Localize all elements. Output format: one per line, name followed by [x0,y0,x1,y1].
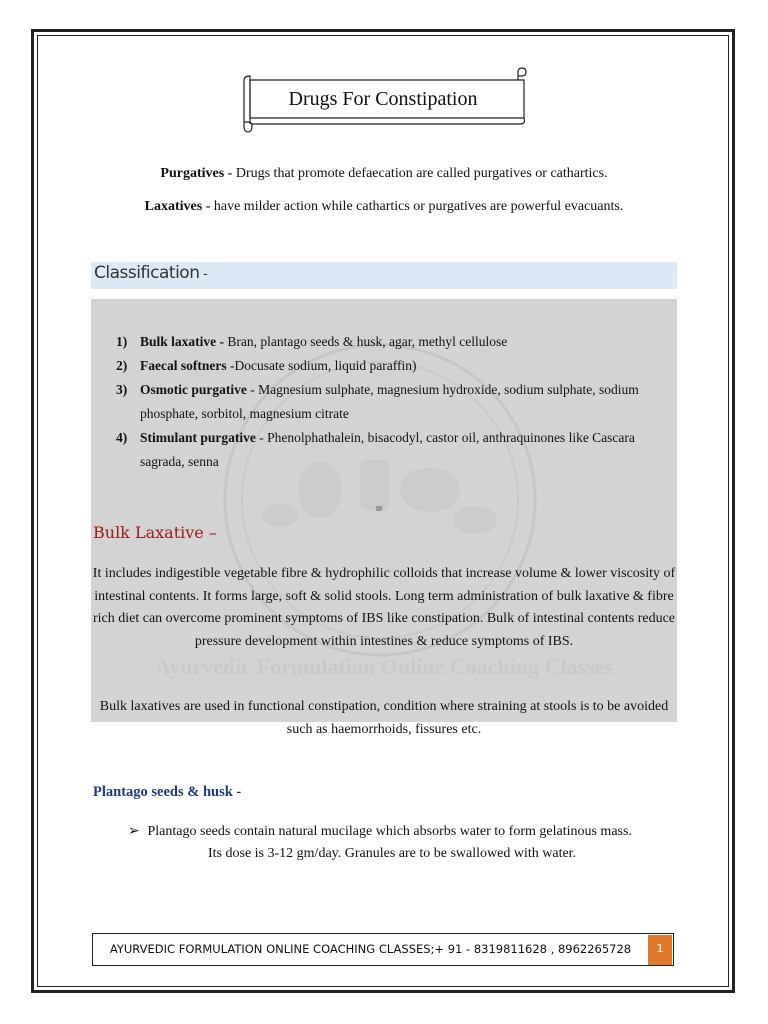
definition-laxatives [0,199,768,215]
page-title: Drugs For Constipation [288,88,478,110]
list-text: Bran, plantago seeds & husk, agar, methyl cellulose [224,334,508,349]
list-text: - Magnesium sulphate, magnesium hydroxide, sodium sulphate, sodium phosphate, sorbitol, magnesium citrate [140,382,639,421]
page-number: 1 [648,935,672,965]
definition-term: Laxatives - [144,199,211,214]
arrow-bullet-icon: ➢ [128,824,140,839]
list-number: 4) [116,430,128,445]
list-text: - Phenolphathalein, bisacodyl, castor oil, anthraquinones like Cascara sagrada, senna [140,430,635,469]
footer [92,933,674,966]
classification-heading-text: Classification [94,263,200,283]
definition-purgatives [0,166,768,182]
list-term: Faecal softners [140,358,227,373]
classification-heading-band [91,262,677,289]
classification-heading-suffix: - [199,267,208,282]
list-item [116,330,656,354]
list-item [116,354,656,378]
bulk-laxative-heading: Bulk Laxative – [93,523,217,542]
list-term: Osmotic purgative [140,382,247,397]
classification-heading [94,263,207,283]
plantago-line-2: Its dose is 3-12 gm/day. Granules are to be swallowed with water. [208,846,577,861]
list-text: -Docusate sodium, liquid paraffin) [226,358,417,373]
list-number: 2) [116,358,128,373]
bulk-paragraph-2: Bulk laxatives are used in functional constipation, condition where straining at stools is to be avoided such as haemorrhoids, fissures etc. [99,699,669,737]
classification-list [116,330,656,474]
plantago-heading: Plantago seeds & husk - [93,784,242,800]
list-item [116,378,656,426]
definition-term: Purgatives - [160,166,233,181]
list-term: Bulk laxative - [140,334,225,349]
definition-text: have milder action while cathartics or purgatives are powerful evacuants. [210,199,624,214]
plantago-bullet [128,821,688,865]
list-number: 3) [116,382,128,397]
plantago-line-1: Plantago seeds contain natural mucilage which absorbs water to form gelatinous mass. [147,824,632,839]
watermark-text: Ayurvedic Formulation Online Coaching Classes [155,654,613,679]
list-term: Stimulant purgative [140,430,256,445]
bulk-paragraph-1: It includes indigestible vegetable fibre & hydrophilic colloids that increase volume & lower viscosity of intestinal contents. It forms large, soft & solid stools. Long term administration of bulk laxative & fibre rich diet can overcome prominent symptoms of IBS like constipation. Bulk of intestinal contents reduce pressure development within intestines & reduce symptoms of IBS. [92,566,676,649]
footer-text: AYURVEDIC FORMULATION ONLINE COACHING CLASSES;+ 91 - 8319811628 , 8962265728 [109,942,632,956]
definition-text: Drugs that promote defaecation are called purgatives or cathartics. [232,166,608,181]
list-number: 1) [116,334,128,349]
list-item [116,426,656,474]
